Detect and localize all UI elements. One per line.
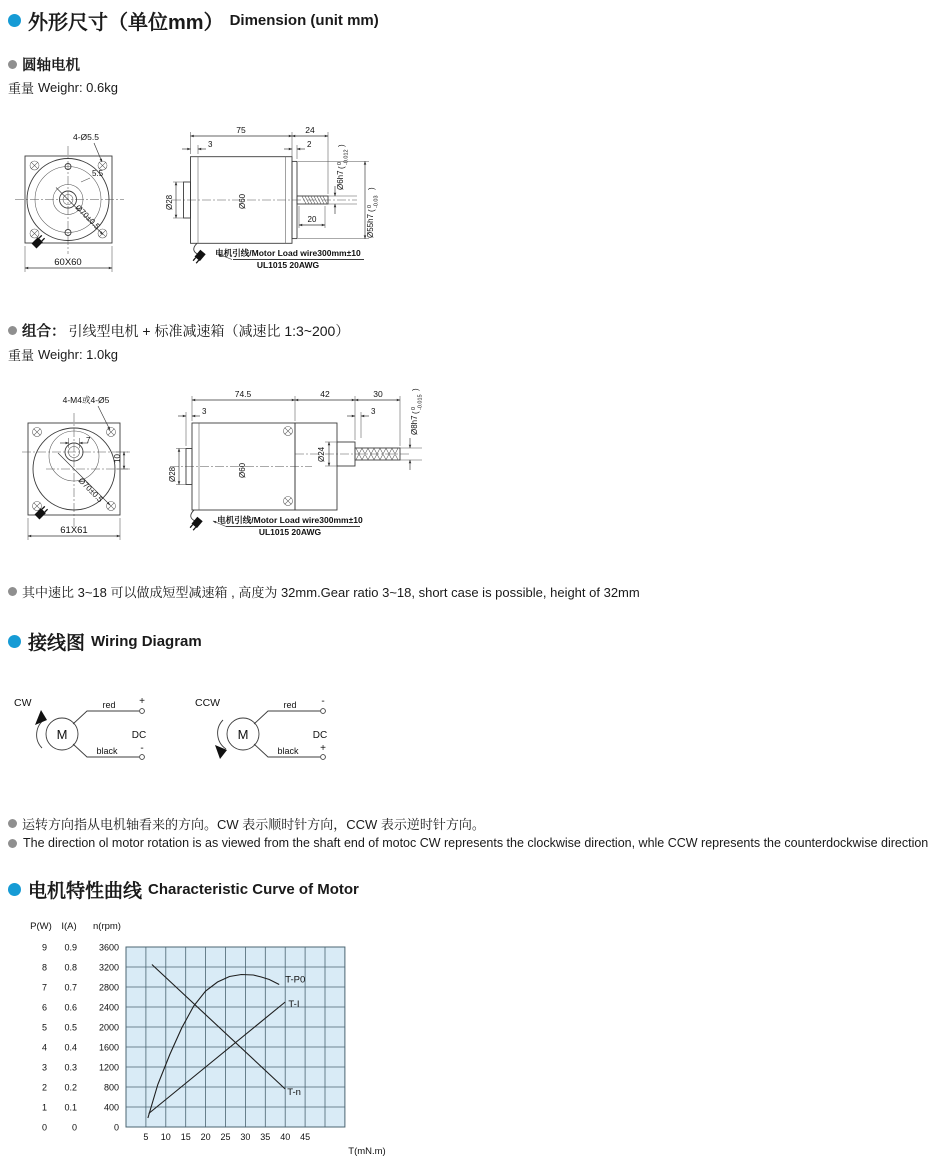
term-bottom-sign: -: [140, 743, 144, 754]
n-axis-tick: 800: [103, 1082, 119, 1093]
tol-hi-text: 0: [411, 406, 417, 410]
gearbox-front-view: [22, 395, 130, 540]
page-title-en: Dimension (unit mm): [229, 12, 379, 29]
blue-bullet-icon: [8, 883, 21, 896]
lead-wire-note: 电机引线/Motor Load wire300mm±10: [215, 248, 361, 258]
weight-value: Weighr: 1.0kg: [38, 347, 118, 362]
black-wire-label: black: [96, 746, 118, 756]
i-axis-tick: 0: [71, 1122, 77, 1133]
term-top-sign: -: [321, 696, 325, 707]
combo-weight: [8, 345, 118, 364]
wiring-heading-cn: 接线图: [28, 633, 86, 654]
shaft-length-dim-label: 30: [373, 389, 383, 399]
x-axis-tick: 5: [143, 1132, 149, 1142]
round-shaft-heading-label: 圆轴电机: [22, 58, 80, 74]
shaft-dia-text: Ø8h7: [410, 415, 419, 435]
axis-column-header: I(A): [61, 921, 77, 932]
shaft-flat-dim-label: 5.5: [92, 169, 104, 178]
term-bottom-sign: +: [320, 743, 326, 754]
shaft-dia-tolerance-label: [336, 144, 350, 190]
i-axis-tick: 0.2: [64, 1082, 77, 1093]
gearbox-length-dim-label: 42: [320, 389, 330, 399]
curve-heading: [8, 876, 359, 903]
gearmotor-side-view: [168, 388, 424, 537]
terminal-negative: [321, 709, 326, 714]
x-axis-tick: 45: [300, 1132, 311, 1142]
plot-area: [126, 947, 345, 1127]
body-length-dim-label: 74.5: [234, 389, 252, 399]
shaft-dia-text: Ø6h7: [336, 170, 345, 190]
key-length-dim-label: 20: [307, 215, 317, 224]
p-axis-tick: 0: [41, 1122, 47, 1133]
weight-label-cn: 重量: [8, 81, 35, 96]
direction-note-en-text: The direction ol motor rotation is as viewed from the shaft end of motoc CW represents the clockwise direction, whle CCW represents the counterdockwise direction: [23, 836, 929, 850]
n-axis-tick: 3600: [98, 942, 119, 953]
front-step-dim-label: 3: [371, 407, 376, 416]
lead-wire-spec: UL1015 20AWG: [258, 527, 322, 537]
pilot-circle-dim-label: Ø70±0.5: [73, 203, 102, 232]
n-axis-tick: 2000: [98, 1022, 119, 1033]
combo-heading-bold: 组合：: [22, 324, 66, 340]
wire-connector-icon: [189, 517, 203, 531]
boss-dia-text: Ø55h7: [366, 213, 375, 238]
wiring-heading-en: Wiring Diagram: [91, 633, 202, 650]
p-axis-tick: 6: [41, 1002, 47, 1013]
blue-bullet-icon: [8, 14, 21, 27]
lead-wire-spec: UL1015 20AWG: [256, 260, 320, 270]
pilot-circle-dim-label: Ø70±0.5: [76, 476, 105, 505]
motor-side-view: [165, 125, 380, 270]
lead-wire-note: 电机引线/Motor Load wire300mm±10: [217, 515, 363, 525]
output-shaft-dia-tolerance-label: [410, 388, 424, 435]
round-shaft-motor-drawing: [12, 118, 432, 288]
tol-lo-text: -0.03: [373, 195, 380, 208]
i-axis-tick: 0.6: [64, 1002, 77, 1013]
weight-label-cn: 重量: [8, 348, 35, 363]
gray-bullet-icon: [8, 839, 17, 848]
p-axis-tick: 3: [41, 1062, 47, 1073]
wire-connector-icon: [35, 505, 49, 519]
i-axis-tick: 0.1: [64, 1102, 77, 1113]
body-dia-label: Ø60: [238, 193, 247, 209]
p-axis-tick: 2: [41, 1082, 47, 1093]
direction-note-cn-text: 运转方向指从电机轴看来的方向。CW 表示顺时针方向，CCW 表示逆时针方向。: [22, 817, 485, 832]
tol-lo-text: -0.012: [343, 149, 350, 165]
ccw-circuit: [195, 696, 327, 759]
i-axis-tick: 0.5: [64, 1022, 77, 1033]
weight-value: Weighr: 0.6kg: [38, 80, 118, 95]
blue-bullet-icon: [8, 635, 21, 648]
red-wire-label: red: [283, 700, 297, 710]
i-axis-tick: 0.3: [64, 1062, 77, 1073]
geared-motor-drawing: [12, 388, 452, 563]
lparen-text: (: [367, 209, 376, 212]
p-axis-tick: 1: [41, 1102, 47, 1113]
axis-column-header: n(rpm): [93, 921, 121, 932]
rparen-text: ): [411, 388, 420, 391]
lparen-text: (: [411, 411, 420, 414]
wiring-heading: [8, 628, 202, 655]
gray-bullet-icon: [8, 60, 17, 69]
x-axis-tick: 30: [240, 1132, 251, 1142]
front-boss-dia-tolerance-label: [366, 187, 380, 238]
rear-boss-dia-label: Ø28: [168, 466, 177, 482]
x-axis-tick: 35: [260, 1132, 271, 1142]
lparen-text: (: [337, 166, 346, 169]
motor-letter: M: [56, 727, 68, 742]
page-title-cn: 外形尺寸（单位mm）: [28, 12, 224, 34]
x-axis-tick: 25: [220, 1132, 231, 1142]
n-axis-tick: 0: [113, 1122, 119, 1133]
n-axis-tick: 2800: [98, 982, 119, 993]
p-axis-tick: 8: [41, 962, 47, 973]
series-label-T-I: T-I: [288, 999, 300, 1010]
terminal-positive: [321, 755, 326, 760]
tol-hi-text: 0: [337, 161, 343, 165]
gear-ratio-note-text: 其中速比 3~18 可以做成短型减速箱 , 高度为 32mm.Gear ratio 3~18, short case is possible, height of 32mm: [22, 585, 640, 600]
key-width-dim-label: 7: [86, 436, 91, 445]
terminal-negative: [140, 755, 145, 760]
x-axis-tick: 20: [200, 1132, 211, 1142]
combo-heading-rest: 引线型电机 + 标准减速箱（减速比 1:3~200）: [68, 322, 350, 339]
x-axis-tick: 10: [160, 1132, 171, 1142]
section-combo-heading: [8, 320, 349, 341]
body-length-dim-label: 75: [236, 125, 246, 135]
motor-front-view: [15, 132, 124, 272]
n-axis-tick: 400: [103, 1102, 119, 1113]
ccw-rotation-arrow-icon: [215, 745, 227, 759]
round-shaft-weight: [8, 78, 118, 97]
p-axis-tick: 4: [41, 1042, 47, 1053]
i-axis-tick: 0.8: [64, 962, 77, 973]
n-axis-tick: 1600: [98, 1042, 119, 1053]
gray-bullet-icon: [8, 587, 17, 596]
rparen-text: ): [337, 144, 346, 147]
direction-note-cn: [8, 814, 485, 833]
gray-bullet-icon: [8, 819, 17, 828]
square-size-dim-label: 61X61: [60, 525, 88, 536]
rear-step-dim-label: 3: [202, 407, 207, 416]
terminal-positive: [140, 709, 145, 714]
rear-step-dim-label: 3: [208, 140, 213, 149]
motor-letter: M: [237, 727, 249, 742]
x-axis-tick: 15: [180, 1132, 191, 1142]
front-holes-dim-label: 4-Ø5.5: [73, 132, 99, 142]
p-axis-tick: 9: [41, 942, 47, 953]
black-wire-label: black: [277, 746, 299, 756]
cw-circuit: [14, 696, 146, 759]
rparen-text: ): [367, 187, 376, 190]
gray-bullet-icon: [8, 326, 17, 335]
n-axis-tick: 3200: [98, 962, 119, 973]
red-wire-label: red: [102, 700, 116, 710]
wiring-diagram: [8, 694, 368, 779]
x-axis-tick: 40: [280, 1132, 291, 1142]
ccw-label: CCW: [195, 697, 221, 709]
series-label-T-P0: T-P0: [285, 974, 306, 986]
wire-connector-icon: [192, 250, 206, 264]
page-title: [8, 6, 379, 35]
p-axis-tick: 5: [41, 1022, 47, 1033]
boss-step-dim-label: 2: [307, 140, 312, 149]
i-axis-tick: 0.4: [64, 1042, 77, 1053]
axis-column-header: P(W): [30, 921, 52, 932]
front-holes-dim-label: 4-M4或4-Ø5: [62, 395, 110, 405]
dc-supply-label: DC: [131, 730, 147, 741]
tol-lo-text: -0.015: [417, 394, 424, 410]
body-dia-label: Ø60: [238, 462, 247, 478]
n-axis-tick: 1200: [98, 1062, 119, 1073]
dc-supply-label: DC: [312, 730, 328, 741]
n-axis-tick: 2400: [98, 1002, 119, 1013]
direction-note-en: [8, 836, 928, 850]
rotation-arc: [218, 720, 226, 749]
section-round-shaft-heading: [8, 54, 80, 75]
gear-ratio-note: [8, 582, 640, 601]
square-size-dim-label: 60X60: [54, 257, 82, 268]
wire-connector-icon: [32, 234, 46, 248]
output-boss-dia-label: Ø24: [317, 446, 326, 462]
rear-boss-dia-label: Ø28: [165, 194, 174, 210]
series-label-T-n: T-n: [287, 1087, 301, 1098]
cw-label: CW: [14, 697, 32, 709]
shaft-offset-dim-label: 10: [113, 454, 122, 463]
term-top-sign: +: [139, 696, 145, 707]
assembly-bolts: [284, 427, 293, 506]
i-axis-tick: 0.9: [64, 942, 77, 953]
tol-hi-text: 0: [367, 204, 373, 208]
p-axis-tick: 7: [41, 982, 47, 993]
curve-heading-cn: 电机特性曲线: [28, 881, 143, 902]
i-axis-tick: 0.7: [64, 982, 77, 993]
curve-heading-en: Characteristic Curve of Motor: [148, 881, 359, 898]
x-axis-label: T(mN.m): [348, 1146, 386, 1157]
characteristic-curve-chart: [20, 913, 540, 1158]
shaft-length-dim-label: 24: [305, 125, 315, 135]
